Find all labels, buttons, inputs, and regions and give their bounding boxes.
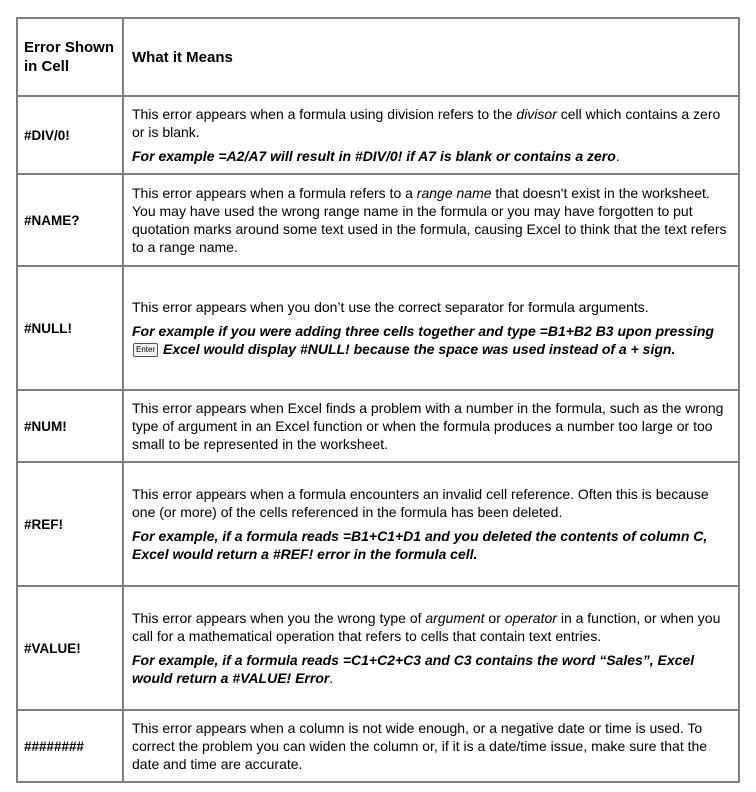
description-text: that doesn't exist in the worksheet. You may have used the wrong range name in the formula or you may have forgotten to put quotation marks around some text used in the formula, causing Excel to think that the text refers to a range name.	[132, 185, 727, 255]
description	[132, 105, 730, 141]
error-code-value: #VALUE!	[17, 586, 123, 710]
description-text: in a function, or when you call for a mathematical operation that refers to cells that contain text entries.	[132, 610, 721, 644]
example-text: Excel would display #NULL! because the space was used instead of a + sign.	[159, 341, 676, 357]
table-row	[17, 710, 739, 782]
header-error-shown: Error Shown in Cell	[17, 18, 123, 96]
error-meaning-null	[123, 266, 739, 390]
example-period: .	[329, 670, 334, 686]
example-text: For example =A2/A7 will result in #DIV/0! if A7 is blank or contains a zero	[132, 148, 616, 164]
error-code-num: #NUM!	[17, 390, 123, 462]
example	[132, 651, 730, 687]
error-code-hash: ########	[17, 710, 123, 782]
error-code-div0: #DIV/0!	[17, 96, 123, 174]
error-meaning-value	[123, 586, 739, 710]
table-row	[17, 390, 739, 462]
description-text: This error appears when a formula refers to a	[132, 185, 417, 201]
description: This error appears when Excel finds a problem with a number in the formula, such as the wrong type of argument in an Excel function or when the formula produces a number too large or too small to be represented in the worksheet.	[132, 400, 724, 452]
error-code-null: #NULL!	[17, 266, 123, 390]
example	[132, 322, 730, 358]
header-what-it-means: What it Means	[123, 18, 739, 96]
error-meaning-ref	[123, 462, 739, 586]
table-row	[17, 174, 739, 266]
example	[132, 147, 730, 165]
description-emphasis: range name	[416, 185, 492, 201]
description-text: This error appears when a formula using division refers to the	[132, 106, 517, 122]
error-meaning-div0	[123, 96, 739, 174]
table-row	[17, 266, 739, 390]
description: This error appears when you don’t use the correct separator for formula arguments.	[132, 299, 649, 315]
example: For example, if a formula reads =B1+C1+D1 and you deleted the contents of column C, Excel would return a #REF! error in the formula cell.	[132, 528, 708, 562]
table-row	[17, 586, 739, 710]
example-period: .	[615, 148, 620, 164]
description-text: or	[484, 610, 505, 626]
error-meaning-num	[123, 390, 739, 462]
error-code-name: #NAME?	[17, 174, 123, 266]
example-text: For example, if a formula reads =C1+C2+C3 and C3 contains the word “Sales”, Excel would return a #VALUE! Error	[132, 652, 695, 686]
description: This error appears when a formula encounters an invalid cell reference. Often this is because one (or more) of the cells referenced in the formula has been deleted.	[132, 486, 709, 520]
description	[132, 184, 730, 256]
table-row	[17, 96, 739, 174]
error-meaning-name	[123, 174, 739, 266]
description-emphasis: operator	[504, 610, 557, 626]
description-text: cell which contains a zero or is blank.	[132, 106, 721, 140]
description-text: This error appears when you the wrong type of	[132, 610, 426, 626]
header-row	[17, 18, 739, 96]
error-meaning-hash	[123, 710, 739, 782]
description-emphasis: argument	[425, 610, 485, 626]
error-code-ref: #REF!	[17, 462, 123, 586]
enter-key-icon: Enter	[133, 343, 158, 357]
description: This error appears when a column is not wide enough, or a negative date or time is used. To correct the problem you can widen the column or, if it is a date/time issue, make sure that the date and time are accurate.	[132, 720, 708, 772]
description	[132, 609, 730, 645]
error-table	[16, 17, 740, 783]
description-emphasis: divisor	[516, 106, 557, 122]
table-row	[17, 462, 739, 586]
example-text: For example if you were adding three cells together and type =B1+B2 B3 upon pressing	[132, 323, 714, 339]
